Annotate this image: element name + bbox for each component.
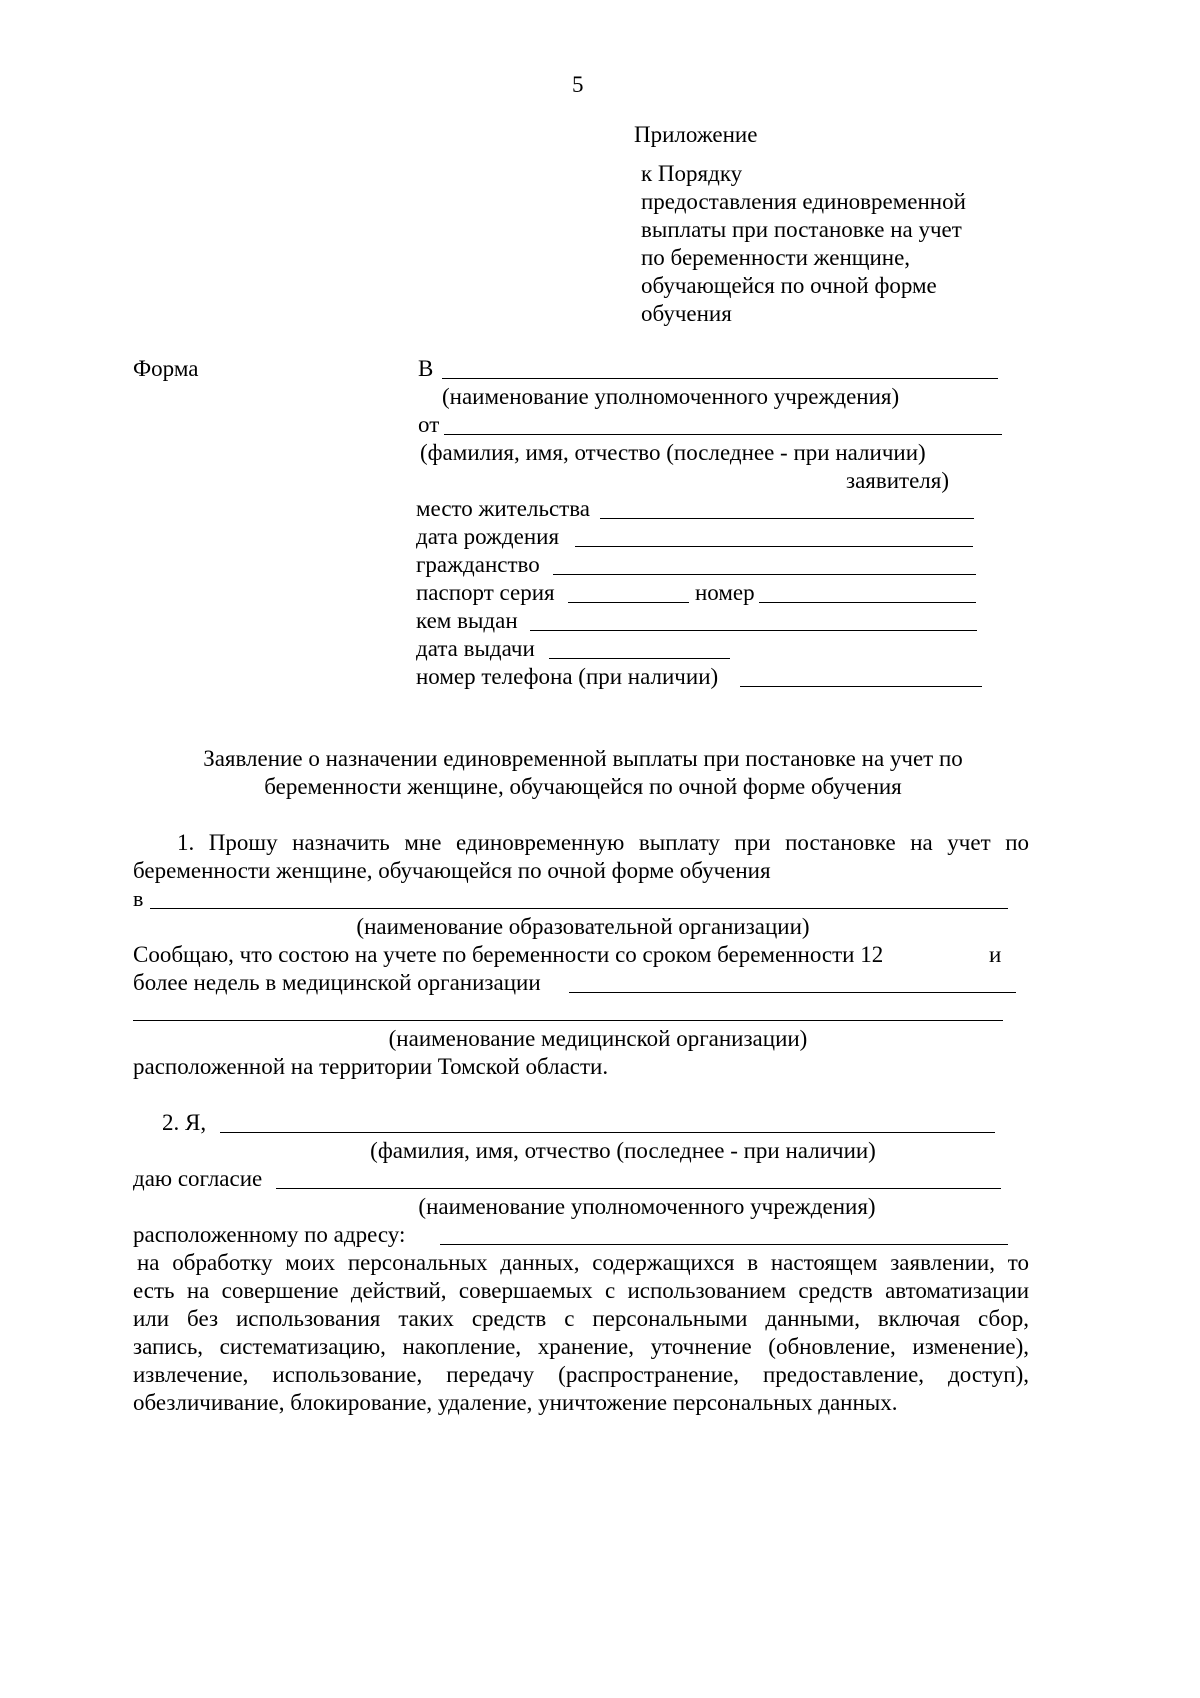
issue-date-label: дата выдачи bbox=[416, 636, 535, 661]
appendix-line: обучающейся по очной форме bbox=[641, 273, 937, 298]
consent-body-line: запись, систематизацию, накопление, хранение, уточнение (обновление, изменение), bbox=[133, 1334, 1029, 1359]
address-label: расположенному по адресу: bbox=[133, 1222, 406, 1247]
section1-line-7: расположенной на территории Томской области. bbox=[133, 1054, 609, 1079]
to-caption: (наименование уполномоченного учреждения) bbox=[442, 384, 900, 409]
phone-field-line[interactable] bbox=[740, 660, 982, 687]
appendix-line: выплаты при постановке на учет bbox=[641, 217, 962, 242]
from-caption: (фамилия, имя, отчество (последнее - при наличии) bbox=[420, 440, 926, 465]
appendix-line: обучения bbox=[641, 301, 732, 326]
residence-field-line[interactable] bbox=[600, 492, 974, 519]
issued-by-label: кем выдан bbox=[416, 608, 518, 633]
section1-line-5: более недель в медицинской организации bbox=[133, 970, 541, 995]
appendix-line: по беременности женщине, bbox=[641, 245, 911, 270]
address-field-line[interactable] bbox=[440, 1218, 1008, 1245]
from-caption-2: заявителя) bbox=[846, 468, 950, 493]
appendix-line: к Порядку bbox=[641, 161, 743, 186]
passport-series-field-line[interactable] bbox=[568, 576, 689, 603]
section2-prefix: 2. Я, bbox=[162, 1110, 207, 1135]
education-org-caption: (наименование образовательной организации) bbox=[356, 914, 810, 939]
consent-label: даю согласие bbox=[133, 1166, 263, 1191]
issued-by-field-line[interactable] bbox=[530, 604, 977, 631]
applicant-name-caption: (фамилия, имя, отчество (последнее - при наличии) bbox=[370, 1138, 876, 1163]
applicant-name-field-line[interactable] bbox=[220, 1106, 995, 1133]
medical-org-caption: (наименование медицинской организации) bbox=[388, 1026, 808, 1051]
passport-number-label: номер bbox=[695, 580, 755, 605]
statement-title-line-2: беременности женщине, обучающейся по очной форме обучения bbox=[264, 774, 902, 799]
consent-authority-field-line[interactable] bbox=[276, 1162, 1001, 1189]
issue-date-field-line[interactable] bbox=[549, 632, 730, 659]
passport-series-label: паспорт серия bbox=[416, 580, 555, 605]
citizenship-label: гражданство bbox=[416, 552, 540, 577]
section1-line-4-end: и bbox=[989, 942, 1002, 967]
appendix-line: предоставления единовременной bbox=[641, 189, 966, 214]
page-number: 5 bbox=[572, 72, 584, 97]
section1-in-prefix: в bbox=[133, 886, 144, 911]
consent-body-line: на обработку моих персональных данных, содержащихся в настоящем заявлении, то bbox=[137, 1250, 1029, 1275]
consent-body-line: есть на совершение действий, совершаемых с использованием средств автоматизации bbox=[133, 1278, 1029, 1303]
to-prefix: В bbox=[418, 356, 434, 381]
birth-date-field-line[interactable] bbox=[575, 520, 973, 547]
medical-org-field-line-2[interactable] bbox=[133, 994, 1003, 1021]
medical-org-field-line-1[interactable] bbox=[569, 966, 1016, 993]
from-field-line[interactable] bbox=[444, 408, 1002, 435]
consent-body-line: или без использования таких средств с персональными данными, включая сбор, bbox=[133, 1306, 1029, 1331]
section1-line-4: Сообщаю, что состою на учете по беременности со сроком беременности 12 bbox=[133, 942, 884, 967]
phone-label: номер телефона (при наличии) bbox=[416, 664, 719, 689]
section1-line-1: 1. Прошу назначить мне единовременную выплату при постановке на учет по bbox=[177, 830, 1029, 855]
appendix-text bbox=[641, 160, 966, 328]
birth-date-label: дата рождения bbox=[416, 524, 560, 549]
education-org-field-line[interactable] bbox=[150, 882, 1008, 909]
form-label: Форма bbox=[133, 356, 199, 381]
to-field-line[interactable] bbox=[442, 352, 998, 379]
consent-body-line: извлечение, использование, передачу (распространение, предоставление, доступ), bbox=[133, 1362, 1029, 1387]
statement-title-line-1: Заявление о назначении единовременной выплаты при постановке на учет по bbox=[203, 746, 963, 771]
section1-line-2: беременности женщине, обучающейся по очной форме обучения bbox=[133, 858, 771, 883]
citizenship-field-line[interactable] bbox=[553, 548, 976, 575]
consent-body-last-line: обезличивание, блокирование, удаление, уничтожение персональных данных. bbox=[133, 1390, 898, 1415]
authority-caption: (наименование уполномоченного учреждения) bbox=[418, 1194, 876, 1219]
from-prefix: от bbox=[418, 412, 440, 437]
appendix-title: Приложение bbox=[634, 122, 758, 147]
residence-label: место жительства bbox=[416, 496, 590, 521]
passport-number-field-line[interactable] bbox=[759, 576, 976, 603]
